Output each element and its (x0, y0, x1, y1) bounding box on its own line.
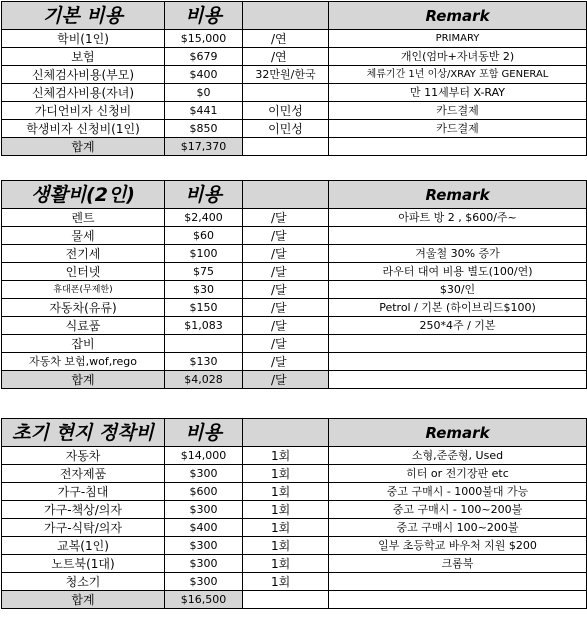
item-cost: $2,400 (165, 209, 243, 227)
item-name: 전기세 (2, 245, 165, 263)
item-name: 가디언비자 신청비 (2, 102, 165, 120)
item-unit: 1회 (243, 555, 329, 573)
total-remark (329, 371, 587, 389)
table-row (2, 335, 587, 353)
item-remark: PRIMARY (329, 30, 587, 48)
item-cost: $150 (165, 299, 243, 317)
item-remark (329, 573, 587, 591)
total-unit: /달 (243, 371, 329, 389)
item-cost: $600 (165, 483, 243, 501)
item-remark (329, 335, 587, 353)
item-unit (243, 84, 329, 102)
item-unit: 1회 (243, 573, 329, 591)
total-label: 합계 (2, 138, 165, 156)
item-name: 교복(1인) (2, 537, 165, 555)
total-cost: $4,028 (165, 371, 243, 389)
table-row (2, 519, 587, 537)
item-cost: $15,000 (165, 30, 243, 48)
item-remark: 라우터 대여 비용 별도(100/연) (329, 263, 587, 281)
total-label: 합계 (2, 591, 165, 609)
item-unit: /연 (243, 30, 329, 48)
total-remark (329, 138, 587, 156)
item-unit: /달 (243, 209, 329, 227)
table-row (2, 209, 587, 227)
item-cost: $300 (165, 555, 243, 573)
basic-cost-table (1, 1, 587, 156)
item-cost: $300 (165, 465, 243, 483)
item-remark: 히터 or 전기장판 etc (329, 465, 587, 483)
item-name: 신체검사비용(부모) (2, 66, 165, 84)
total-unit (243, 138, 329, 156)
table-row (2, 263, 587, 281)
item-remark: 아파트 방 2 , $600/주~ (329, 209, 587, 227)
item-name: 인터넷 (2, 263, 165, 281)
table-header-row (2, 419, 587, 447)
table-row (2, 245, 587, 263)
unit-column-header (243, 2, 329, 30)
item-name: 잡비 (2, 335, 165, 353)
item-unit: 1회 (243, 447, 329, 465)
table-row (2, 299, 587, 317)
item-cost: $60 (165, 227, 243, 245)
item-cost: $130 (165, 353, 243, 371)
item-name: 학생비자 신청비(1인) (2, 120, 165, 138)
table-row (2, 465, 587, 483)
unit-column-header (243, 419, 329, 447)
total-row (2, 138, 587, 156)
total-row (2, 371, 587, 389)
item-cost: $400 (165, 519, 243, 537)
item-cost: $300 (165, 573, 243, 591)
item-remark: 개인(엄마+자녀동반 2) (329, 48, 587, 66)
item-unit: 1회 (243, 501, 329, 519)
item-name: 전자제품 (2, 465, 165, 483)
table-row (2, 447, 587, 465)
table-row (2, 537, 587, 555)
item-name: 휴대폰(무제한) (2, 281, 165, 299)
cost-column-header: 비용 (165, 2, 243, 30)
item-unit: 1회 (243, 519, 329, 537)
item-unit: /달 (243, 281, 329, 299)
item-cost: $1,083 (165, 317, 243, 335)
item-unit: 32만원/한국 (243, 66, 329, 84)
living-cost-table (1, 180, 587, 389)
section-title: 초기 현지 정착비 (2, 419, 165, 447)
unit-column-header (243, 181, 329, 209)
table-header-row (2, 181, 587, 209)
table-row (2, 66, 587, 84)
item-unit: /달 (243, 245, 329, 263)
total-cost: $16,500 (165, 591, 243, 609)
item-name: 가구-책상/의자 (2, 501, 165, 519)
item-remark: 카드결제 (329, 120, 587, 138)
item-name: 식료품 (2, 317, 165, 335)
table-row (2, 573, 587, 591)
item-unit: /달 (243, 353, 329, 371)
table-row (2, 84, 587, 102)
table-row (2, 555, 587, 573)
item-name: 자동차 (2, 447, 165, 465)
item-name: 물세 (2, 227, 165, 245)
item-remark: 만 11세부터 X-RAY (329, 84, 587, 102)
item-remark: $30/인 (329, 281, 587, 299)
item-cost (165, 335, 243, 353)
item-cost: $300 (165, 501, 243, 519)
remark-column-header: Remark (329, 181, 587, 209)
item-remark: 겨울철 30% 증가 (329, 245, 587, 263)
remark-column-header: Remark (329, 2, 587, 30)
table-row (2, 102, 587, 120)
section-title: 기본 비용 (2, 2, 165, 30)
item-name: 학비(1인) (2, 30, 165, 48)
total-remark (329, 591, 587, 609)
item-name: 자동차(유류) (2, 299, 165, 317)
item-unit: 1회 (243, 483, 329, 501)
table-row (2, 483, 587, 501)
item-cost: $400 (165, 66, 243, 84)
item-name: 렌트 (2, 209, 165, 227)
item-name: 보험 (2, 48, 165, 66)
table-row (2, 501, 587, 519)
item-remark: 카드결제 (329, 102, 587, 120)
section-title: 생활비(2인) (2, 181, 165, 209)
item-remark: 일부 초등학교 바우처 지원 $200 (329, 537, 587, 555)
item-unit: /달 (243, 299, 329, 317)
item-remark (329, 353, 587, 371)
item-unit: 1회 (243, 465, 329, 483)
item-cost: $100 (165, 245, 243, 263)
item-cost: $850 (165, 120, 243, 138)
item-name: 가구-식탁/의자 (2, 519, 165, 537)
item-unit: /연 (243, 48, 329, 66)
total-label: 합계 (2, 371, 165, 389)
total-row (2, 591, 587, 609)
item-unit: /달 (243, 335, 329, 353)
item-cost: $679 (165, 48, 243, 66)
item-unit: /달 (243, 263, 329, 281)
item-cost: $300 (165, 537, 243, 555)
table-row (2, 353, 587, 371)
item-name: 노트북(1대) (2, 555, 165, 573)
item-unit: /달 (243, 227, 329, 245)
item-remark: 크롬북 (329, 555, 587, 573)
item-remark (329, 227, 587, 245)
item-name: 자동차 보험,wof,rego (2, 353, 165, 371)
item-name: 가구-침대 (2, 483, 165, 501)
total-cost: $17,370 (165, 138, 243, 156)
item-cost: $75 (165, 263, 243, 281)
item-cost: $14,000 (165, 447, 243, 465)
table-row (2, 281, 587, 299)
item-name: 청소기 (2, 573, 165, 591)
item-cost: $0 (165, 84, 243, 102)
item-unit: 1회 (243, 537, 329, 555)
item-remark: 중고 구매시 - 1000불대 가능 (329, 483, 587, 501)
table-row (2, 120, 587, 138)
item-cost: $30 (165, 281, 243, 299)
table-header-row (2, 2, 587, 30)
item-unit: 이민성 (243, 102, 329, 120)
item-remark: 중고 구매시 - 100~200불 (329, 501, 587, 519)
item-remark: 250*4주 / 기본 (329, 317, 587, 335)
item-remark: 중고 구매시 100~200불 (329, 519, 587, 537)
cost-column-header: 비용 (165, 181, 243, 209)
item-cost: $441 (165, 102, 243, 120)
item-unit: /달 (243, 317, 329, 335)
total-unit (243, 591, 329, 609)
table-row (2, 30, 587, 48)
remark-column-header: Remark (329, 419, 587, 447)
item-name: 신체검사비용(자녀) (2, 84, 165, 102)
settlement-cost-table (1, 418, 587, 609)
item-remark: 소형,준준형, Used (329, 447, 587, 465)
item-remark: 체류기간 1년 이상/XRAY 포함 GENERAL (329, 66, 587, 84)
table-row (2, 48, 587, 66)
item-unit: 이민성 (243, 120, 329, 138)
table-row (2, 227, 587, 245)
table-row (2, 317, 587, 335)
cost-column-header: 비용 (165, 419, 243, 447)
item-remark: Petrol / 기본 (하이브리드$100) (329, 299, 587, 317)
